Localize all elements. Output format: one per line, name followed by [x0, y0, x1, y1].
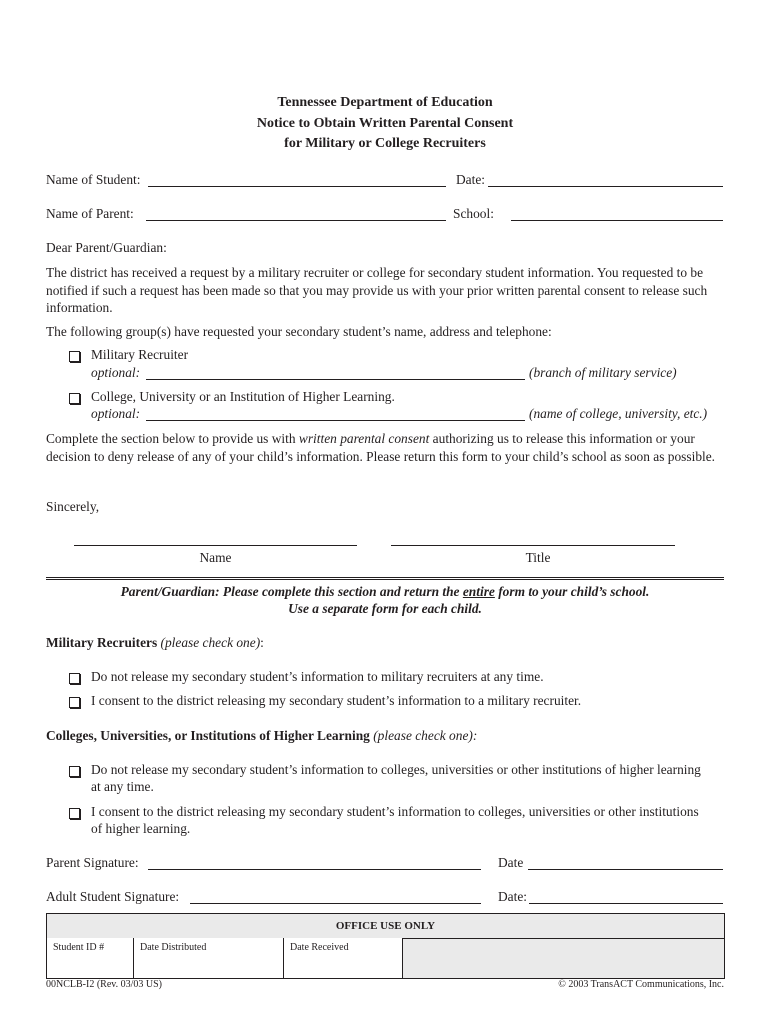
military-heading-text: Military Recruiters — [46, 635, 158, 650]
parent-name-label: Name of Parent: — [46, 206, 134, 221]
para3-text-a: Complete the section below to provide us with — [46, 431, 299, 446]
colleges-deny-option-line-2: at any time. — [91, 779, 154, 794]
military-heading — [46, 635, 264, 651]
para3-emphasis: written parental consent — [298, 431, 430, 446]
copyright: © 2003 TransACT Communications, Inc. — [558, 979, 724, 990]
adult-signature-date-field[interactable] — [529, 903, 723, 904]
form-title-notice: Notice to Obtain Written Parental Consent — [256, 116, 514, 131]
letter-paragraph-3 — [46, 430, 736, 465]
parent-signature-date-label: Date — [498, 855, 524, 870]
student-id-cell[interactable] — [47, 938, 134, 978]
date-received-cell[interactable] — [284, 938, 403, 978]
military-consent-checkbox-icon[interactable] — [69, 697, 80, 708]
student-id-label: Student ID # — [53, 942, 105, 953]
adult-signature-field[interactable] — [190, 903, 481, 904]
student-name-label: Name of Student: — [46, 172, 141, 187]
instructions-line-1 — [0, 584, 770, 600]
military-branch-hint: (branch of military service) — [529, 365, 677, 380]
military-heading-hint: (please check one) — [160, 635, 261, 650]
form-title-agency: Tennessee Department of Education — [277, 95, 493, 110]
group-college-optional: optional: — [91, 406, 141, 421]
military-consent-option: I consent to the district releasing my secondary student’s information to a military recruiter. — [91, 693, 582, 708]
instructions-text-b: form to your child’s school. — [494, 584, 650, 599]
form-code: 00NCLB-I2 (Rev. 03/03 US) — [46, 979, 163, 990]
instructions-emphasis: entire — [462, 584, 495, 599]
date-distributed-label: Date Distributed — [140, 942, 207, 953]
signature-name-caption: Name — [199, 550, 232, 565]
colleges-consent-checkbox-icon[interactable] — [69, 808, 80, 819]
student-name-field[interactable] — [148, 186, 446, 187]
signature-name-line[interactable] — [74, 545, 357, 546]
office-use-title: OFFICE USE ONLY — [47, 914, 724, 939]
military-deny-checkbox-icon[interactable] — [69, 673, 80, 684]
colleges-consent-option-line-2: of higher learning. — [91, 821, 191, 836]
signature-title-line[interactable] — [391, 545, 675, 546]
closing: Sincerely, — [46, 499, 100, 514]
signature-title-caption: Title — [525, 550, 551, 565]
colleges-heading-hint: (please check one): — [373, 728, 478, 743]
colleges-heading-text: Colleges, Universities, or Institutions of Higher Learning — [46, 728, 370, 743]
letter-paragraph-1: The district has received a request by a military recruiter or college for secondary student information. You requested to be notified if such a request has been made so that you may provide us with your prior written parental consent to release such information. — [46, 265, 708, 315]
military-branch-field[interactable] — [146, 379, 525, 380]
date-received-label: Date Received — [290, 942, 349, 953]
adult-signature-date-label: Date: — [498, 889, 527, 904]
military-checkbox-icon[interactable] — [69, 351, 80, 362]
parent-signature-label: Parent Signature: — [46, 855, 139, 870]
section-divider — [46, 577, 724, 580]
office-use-box — [46, 913, 725, 979]
colleges-heading — [46, 728, 477, 744]
school-label: School: — [453, 206, 494, 221]
military-deny-option: Do not release my secondary student’s information to military recruiters at any time. — [91, 669, 544, 684]
group-college-label: College, University or an Institution of Higher Learning. — [91, 389, 395, 404]
greeting: Dear Parent/Guardian: — [46, 240, 167, 255]
military-heading-colon: : — [260, 635, 264, 650]
college-name-field[interactable] — [146, 420, 525, 421]
college-name-hint: (name of college, university, etc.) — [529, 406, 708, 421]
instructions-text-a: Parent/Guardian: Please complete this section and return the — [120, 584, 463, 599]
colleges-deny-checkbox-icon[interactable] — [69, 766, 80, 777]
colleges-deny-option-line-1: Do not release my secondary student’s information to colleges, universities or other institutions of higher learning — [91, 762, 701, 777]
school-field[interactable] — [511, 220, 723, 221]
parent-signature-date-field[interactable] — [528, 869, 723, 870]
date-distributed-cell[interactable] — [134, 938, 284, 978]
group-military-label: Military Recruiter — [91, 347, 189, 362]
adult-signature-label: Adult Student Signature: — [46, 889, 180, 904]
form-title-subject: for Military or College Recruiters — [284, 136, 486, 151]
college-checkbox-icon[interactable] — [69, 393, 80, 404]
para3-text-b: authorizing us to release this information or your decision to deny release of any of your child’s information. Please return this form to your child’s school as soon as possible. — [46, 431, 716, 464]
date-field[interactable] — [488, 186, 723, 187]
date-label: Date: — [456, 172, 485, 187]
parent-name-field[interactable] — [146, 220, 446, 221]
colleges-consent-option-line-1: I consent to the district releasing my secondary student’s information to colleges, universities or other institutions — [91, 804, 699, 819]
letter-paragraph-2: The following group(s) have requested your secondary student’s name, address and telephone: — [46, 324, 552, 339]
parent-signature-field[interactable] — [148, 869, 481, 870]
instructions-line-2: Use a separate form for each child. — [288, 601, 482, 616]
group-military-optional: optional: — [91, 365, 141, 380]
